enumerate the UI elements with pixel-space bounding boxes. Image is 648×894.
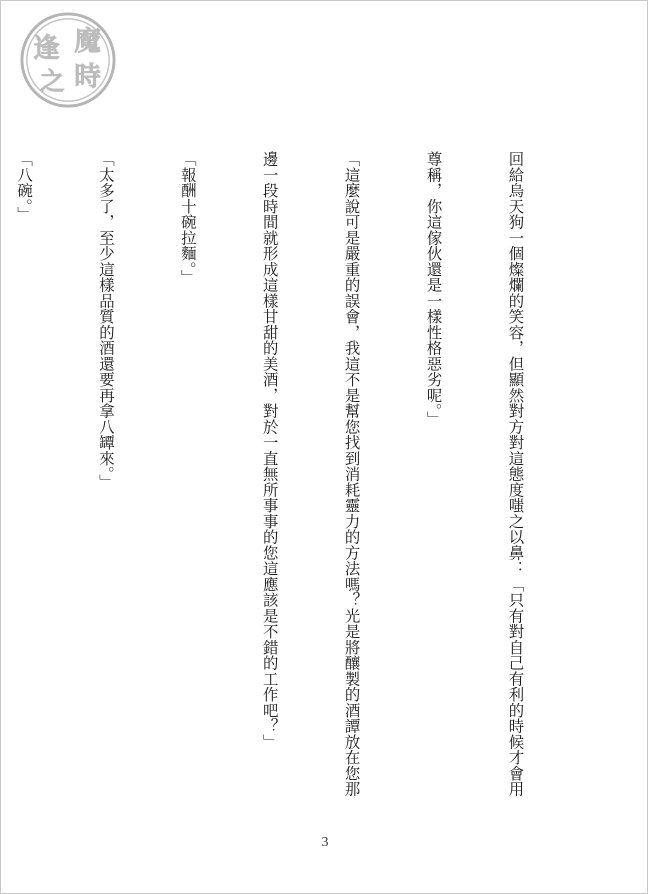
- text-line: 回給烏天狗一個燦爛的笑容，但顯然對方對這態度嗤之以鼻：「只有對自己有利的時候才會用: [506, 151, 525, 797]
- text-line: 尊稱，你這傢伙還是一樣性格惡劣呢。」: [424, 151, 443, 427]
- text-line: 邊一段時間就形成這樣甘甜的美酒，對於一直無所事事的您這應該是不錯的工作吧？」: [260, 151, 279, 750]
- vertical-text-body: [0, 151, 583, 806]
- text-line: 「太多了，至少這樣品質的酒還要再拿八罈來。」: [96, 151, 115, 490]
- page-number: 3: [321, 835, 329, 850]
- publisher-seal-logo: [19, 11, 117, 109]
- svg-text:之: 之: [40, 66, 65, 96]
- svg-text:逢: 逢: [33, 33, 60, 65]
- svg-text:魔: 魔: [74, 26, 101, 58]
- svg-text:時: 時: [74, 61, 101, 93]
- text-line: 「八碗。」: [15, 151, 34, 223]
- text-line: 「報酬十碗拉麵。」: [178, 151, 197, 286]
- text-line: 「這麼說可是嚴重的誤會，我這不是幫您找到消耗靈力的方法嗎？光是將釀製的酒譚放在您那: [342, 151, 361, 797]
